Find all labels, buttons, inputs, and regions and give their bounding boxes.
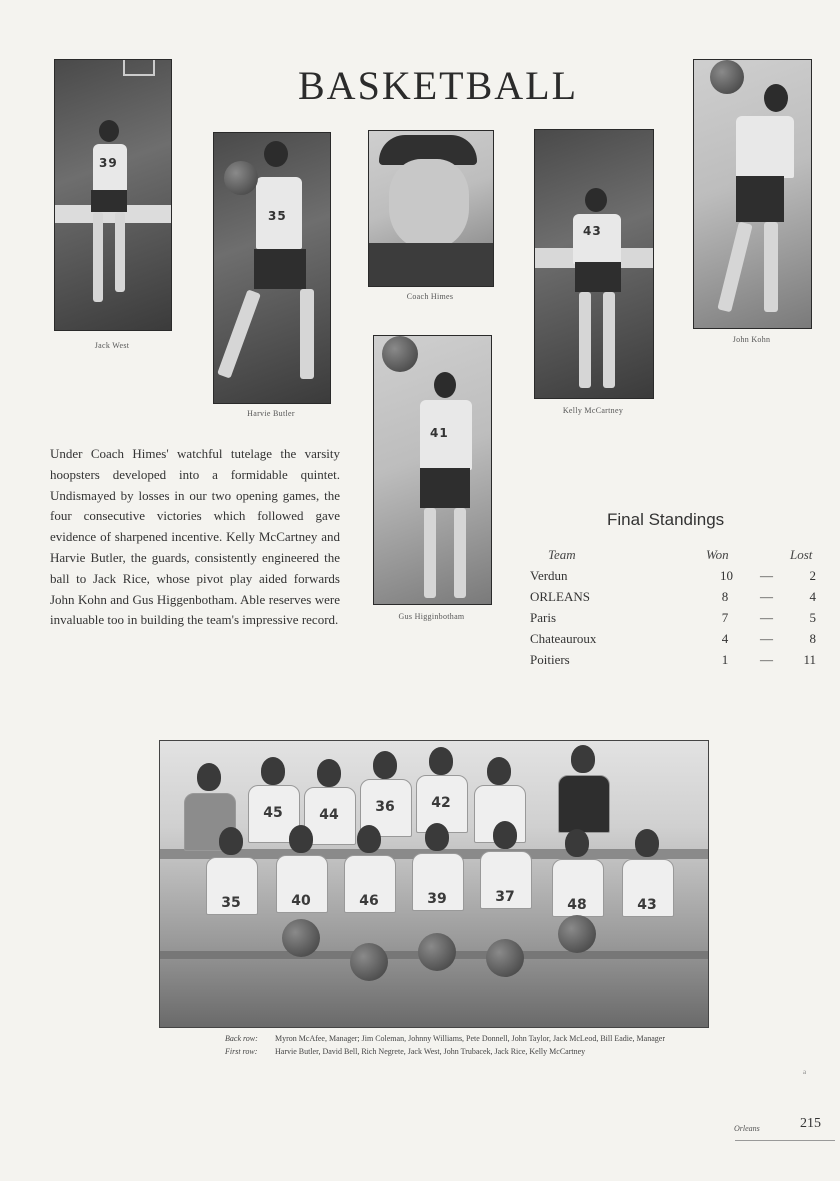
standings-row <box>530 589 820 610</box>
standings-lost: 5 <box>809 610 816 625</box>
standings-team: Chateauroux <box>530 631 597 646</box>
standings-won: 4 <box>721 631 729 646</box>
caption-back-names: Myron McAfee, Manager; Jim Coleman, Johnny Williams, Pete Donnell, John Taylor, Jack McLeod, Bill Eadie, Manager <box>275 1034 665 1043</box>
team-jersey-number: 48 <box>567 897 587 913</box>
jersey-number: 41 <box>430 426 449 440</box>
standings-row <box>530 568 820 589</box>
standings-won: 8 <box>721 589 729 604</box>
standings-won: 7 <box>721 610 729 625</box>
jersey-number: 43 <box>583 224 602 238</box>
standings-lost: 8 <box>809 631 816 646</box>
caption-jack-west: Jack West <box>94 341 130 350</box>
standings-dash: — <box>760 568 773 583</box>
standings-header-won: Won <box>706 547 729 562</box>
standings-row <box>530 610 820 631</box>
standings-title: Final Standings <box>607 510 725 529</box>
photo-jack-west <box>54 59 172 331</box>
team-jersey-number: 42 <box>431 795 451 811</box>
photo-john-kohn <box>693 59 812 329</box>
standings-won: 10 <box>720 568 733 583</box>
team-jersey-number: 39 <box>427 891 447 907</box>
page-title: BASKETBALL <box>298 63 578 108</box>
team-jersey-number: 37 <box>495 889 515 905</box>
standings-row <box>530 652 820 673</box>
standings-team: Poitiers <box>530 652 570 667</box>
page-number: 215 <box>800 1116 821 1131</box>
standings-lost: 4 <box>809 589 816 604</box>
photo-coach-himes <box>368 130 494 287</box>
standings-team: ORLEANS <box>530 589 590 604</box>
team-jersey-number: 36 <box>375 799 395 815</box>
team-jersey-number: 46 <box>359 893 379 909</box>
caption-first-names: Harvie Butler, David Bell, Rich Negrete, Jack West, John Trubacek, Jack Rice, Kelly McCartney <box>275 1047 586 1056</box>
footer-rule <box>735 1140 835 1141</box>
standings-lost: 2 <box>809 568 816 583</box>
jersey-number: 39 <box>99 156 118 170</box>
article-text: Under Coach Himes' watchful tutelage the varsity hoopsters developed into a formidable quintet. Undismayed by losses in our two opening games, the four consecutive victories which followed gave evidence of sharpened incentive. Kelly McCartney and Harvie Butler, the guards, consistently engineered the ball to Jack Rice, whose pivot play aided forwards John Kohn and Gus Higgenbotham. Able reserves were invaluable too in building the team's impressive record. <box>50 446 340 628</box>
caption-first-row <box>225 1046 665 1057</box>
caption-back-label: Back row: <box>225 1034 258 1043</box>
standings-dash: — <box>760 631 773 646</box>
standings-header-team: Team <box>548 547 576 562</box>
caption-harvie-butler: Harvie Butler <box>247 409 295 418</box>
standings-table <box>530 547 820 673</box>
jersey-number: 35 <box>268 209 287 223</box>
team-jersey-number: 40 <box>291 893 311 909</box>
footer-name: Orleans <box>734 1124 760 1133</box>
team-photo <box>159 740 709 1028</box>
caption-back-row <box>225 1033 665 1044</box>
standings-dash: — <box>760 610 773 625</box>
team-photo-caption <box>225 1033 665 1059</box>
team-jersey-number: 43 <box>637 897 657 913</box>
standings-header-lost: Lost <box>790 547 813 562</box>
standings-row <box>530 631 820 652</box>
photo-kelly-mccartney <box>534 129 654 399</box>
team-jersey-number: 45 <box>263 805 283 821</box>
team-jersey-number: 35 <box>221 895 241 911</box>
standings-team: Verdun <box>530 568 568 583</box>
standings-dash: — <box>760 652 773 667</box>
caption-john-kohn: John Kohn <box>732 335 771 344</box>
standings-won: 1 <box>721 652 729 667</box>
photo-harvie-butler <box>213 132 331 404</box>
small-mark: a <box>803 1068 807 1076</box>
caption-kelly-mccartney: Kelly McCartney <box>562 406 624 415</box>
standings-lost: 11 <box>803 652 816 667</box>
team-jersey-number: 44 <box>319 807 339 823</box>
caption-first-label: First row: <box>225 1047 258 1056</box>
caption-gus-higginbotham: Gus Higginbotham <box>398 612 465 621</box>
caption-coach-himes: Coach Himes <box>406 292 454 301</box>
standings-dash: — <box>760 589 773 604</box>
standings-team: Paris <box>530 610 556 625</box>
photo-gus-higginbotham <box>373 335 492 605</box>
standings-header-row <box>530 547 820 568</box>
